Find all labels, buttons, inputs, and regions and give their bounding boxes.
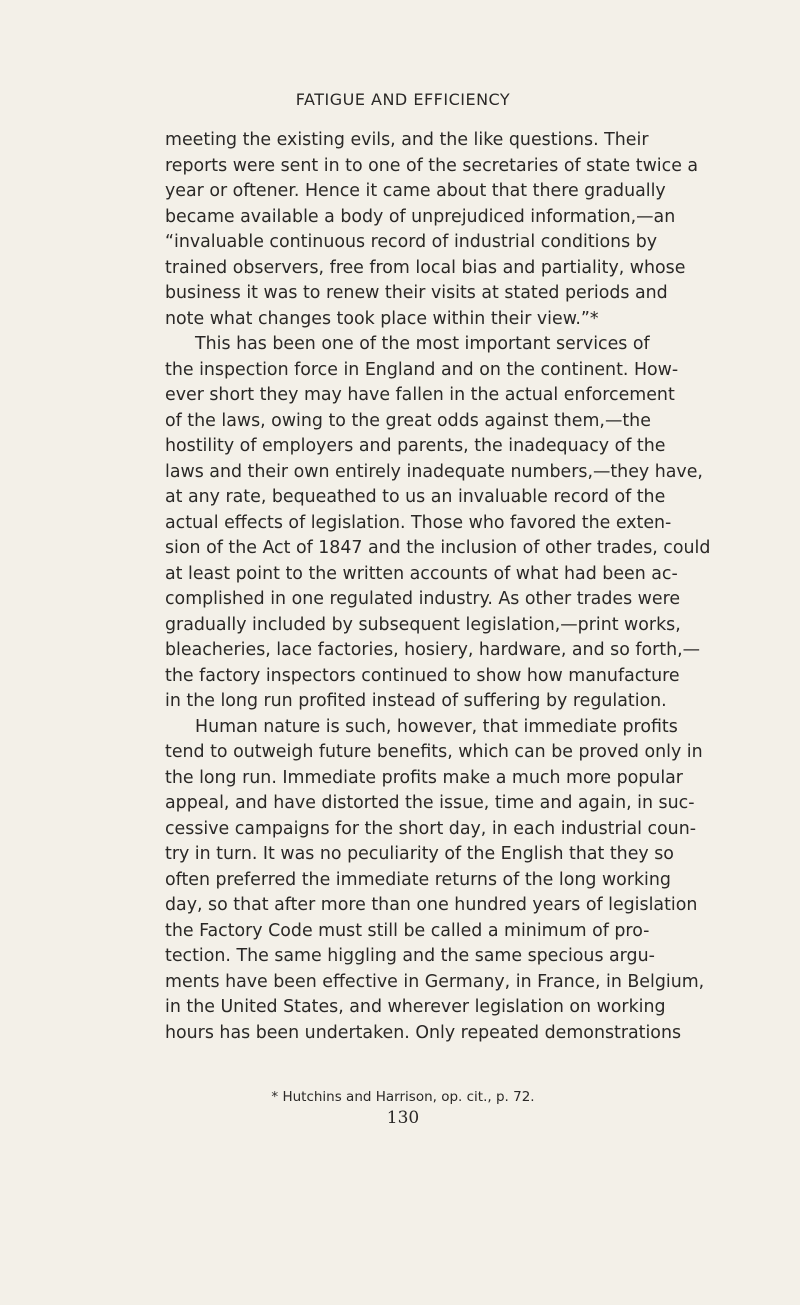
text-line: actual effects of legislation. Those who favored the exten- <box>165 512 672 533</box>
text-line: the Factory Code must still be called a minimum of pro- <box>165 920 650 941</box>
text-line: try in turn. It was no peculiarity of the English that they so <box>165 844 674 864</box>
text-line: bleacheries, lace factories, hosiery, hardware, and so forth,— <box>165 640 701 660</box>
text-line: appeal, and have distorted the issue, time and again, in suc- <box>165 793 695 813</box>
text-line: business it was to renew their visits at stated periods and <box>165 283 668 303</box>
text-line: laws and their own entirely inadequate numbers,—they have, <box>165 461 703 482</box>
text-line: year or oftener. Hence it came about that there gradually <box>165 181 666 201</box>
text-line: often preferred the immediate returns of the long working <box>165 869 671 890</box>
text-line: “invaluable continuous record of industrial conditions by <box>165 232 658 252</box>
text-line: reports were sent in to one of the secretaries of state twice a <box>165 155 699 176</box>
text-line: became available a body of unprejudiced information,—an <box>165 206 676 227</box>
text-line: hours has been undertaken. Only repeated demonstrations <box>165 1022 682 1043</box>
text-line: note what changes took place within their view.”* <box>165 308 599 329</box>
running-head: FATIGUE AND EFFICIENCY <box>295 90 511 109</box>
text-line: sion of the Act of 1847 and the inclusion of other trades, could <box>165 538 711 558</box>
text-line: in the long run profited instead of suffering by regulation. <box>165 691 667 711</box>
footnote: * Hutchins and Harrison, op. cit., p. 72. <box>271 1089 535 1105</box>
text-line: the long run. Immediate profits make a much more popular <box>165 767 683 788</box>
text-line: cessive campaigns for the short day, in each industrial coun- <box>165 818 697 839</box>
text-line: This has been one of the most important services of <box>195 334 650 354</box>
text-line: complished in one regulated industry. As other trades were <box>165 589 681 609</box>
text-line: day, so that after more than one hundred years of legislation <box>165 895 698 915</box>
text-line: at any rate, bequeathed to us an invaluable record of the <box>165 487 666 507</box>
text-line: Human nature is such, however, that immediate profits <box>195 716 678 737</box>
text-line: ments have been effective in Germany, in France, in Belgium, <box>165 971 705 992</box>
text-line: the factory inspectors continued to show how manufacture <box>165 665 680 686</box>
text-line: meeting the existing evils, and the like questions. Their <box>165 130 649 150</box>
text-line: tend to outweigh future benefits, which can be proved only in <box>165 742 703 762</box>
text-line: hostility of employers and parents, the inadequacy of the <box>165 436 666 456</box>
text-line: the inspection force in England and on the continent. How- <box>165 359 679 380</box>
body-text <box>165 128 711 1046</box>
text-line: at least point to the written accounts of what had been ac- <box>165 563 678 584</box>
text-line: trained observers, free from local bias and partiality, whose <box>165 257 686 278</box>
text-line: gradually included by subsequent legislation,—print works, <box>165 614 681 635</box>
text-line: ever short they may have fallen in the actual enforcement <box>165 385 675 405</box>
text-line: of the laws, owing to the great odds against them,—the <box>165 410 651 431</box>
page-number: 130 <box>386 1108 420 1128</box>
text-line: in the United States, and wherever legislation on working <box>165 997 666 1017</box>
text-line: tection. The same higgling and the same specious argu- <box>165 946 655 966</box>
